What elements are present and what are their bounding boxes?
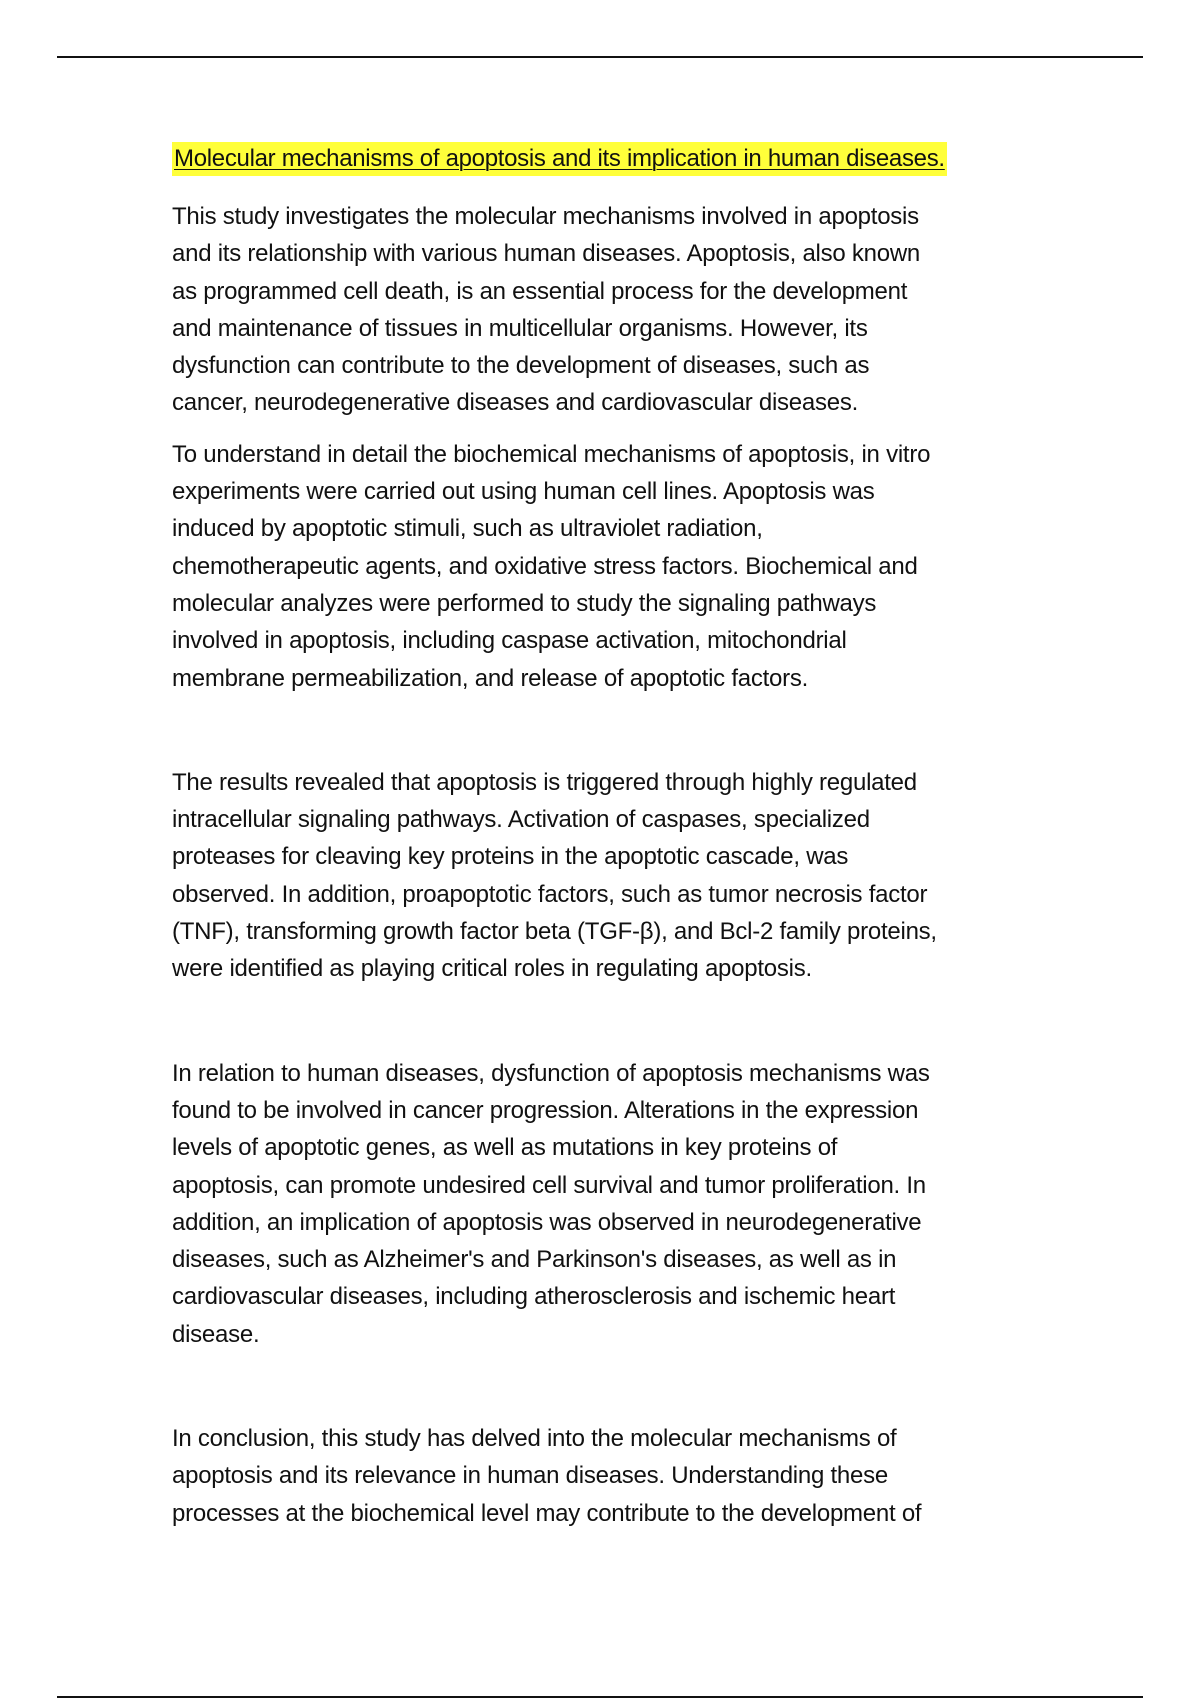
paragraph-line: and its relationship with various human diseases. Apoptosis, also known	[172, 240, 921, 268]
paragraph-line: found to be involved in cancer progression. Alterations in the expression	[172, 1096, 919, 1124]
paragraph-line: To understand in detail the biochemical mechanisms of apoptosis, in vitro	[172, 440, 931, 468]
document-body	[172, 142, 1042, 1532]
title-wrapper	[172, 142, 1042, 178]
paragraph-line: disease.	[172, 1320, 260, 1348]
paragraph-diseases	[172, 1055, 1042, 1353]
paragraph-line: and maintenance of tissues in multicellular organisms. However, its	[172, 314, 868, 342]
paragraph-line: observed. In addition, proapoptotic factors, such as tumor necrosis factor	[172, 880, 928, 908]
paragraph-line: dysfunction can contribute to the development of diseases, such as	[172, 352, 870, 380]
paragraph-intro	[172, 198, 1042, 422]
paragraph-line: membrane permeabilization, and release of apoptotic factors.	[172, 664, 809, 692]
paragraph-methods	[172, 436, 1042, 697]
paragraph-line: The results revealed that apoptosis is triggered through highly regulated	[172, 768, 917, 796]
paragraph-line: proteases for cleaving key proteins in the apoptotic cascade, was	[172, 843, 849, 871]
paragraph-line: (TNF), transforming growth factor beta (TGF-β), and Bcl-2 family proteins,	[172, 918, 937, 946]
paragraph-line: apoptosis, can promote undesired cell survival and tumor proliferation. In	[172, 1171, 926, 1199]
paragraph-line: as programmed cell death, is an essential process for the development	[172, 277, 908, 305]
paragraph-line: molecular analyzes were performed to study the signaling pathways	[172, 589, 877, 617]
paragraph-line: addition, an implication of apoptosis was observed in neurodegenerative	[172, 1208, 922, 1236]
paragraph-line: intracellular signaling pathways. Activation of caspases, specialized	[172, 806, 870, 834]
paragraph-line: In relation to human diseases, dysfunction of apoptosis mechanisms was	[172, 1059, 930, 1087]
paragraph-line: In conclusion, this study has delved into the molecular mechanisms of	[172, 1425, 897, 1453]
paragraph-line: This study investigates the molecular mechanisms involved in apoptosis	[172, 203, 919, 230]
paragraph-line: cardiovascular diseases, including atherosclerosis and ischemic heart	[172, 1283, 896, 1311]
paragraph-line: diseases, such as Alzheimer's and Parkinson's diseases, as well as in	[172, 1246, 897, 1274]
paragraph-line: involved in apoptosis, including caspase activation, mitochondrial	[172, 627, 847, 655]
paragraph-line: levels of apoptotic genes, as well as mutations in key proteins of	[172, 1134, 838, 1162]
top-divider	[57, 56, 1143, 58]
bottom-divider	[57, 1696, 1143, 1698]
document-title: Molecular mechanisms of apoptosis and its implication in human diseases.	[172, 142, 947, 176]
paragraph-line: were identified as playing critical roles in regulating apoptosis.	[172, 955, 812, 983]
paragraph-results	[172, 764, 1042, 988]
paragraph-line: chemotherapeutic agents, and oxidative stress factors. Biochemical and	[172, 552, 918, 580]
paragraph-line: experiments were carried out using human cell lines. Apoptosis was	[172, 478, 875, 506]
paragraph-line: cancer, neurodegenerative diseases and cardiovascular diseases.	[172, 389, 859, 417]
paragraph-line: induced by apoptotic stimuli, such as ultraviolet radiation,	[172, 515, 763, 543]
paragraph-line: processes at the biochemical level may contribute to the development of	[172, 1499, 922, 1527]
paragraph-conclusion	[172, 1420, 1042, 1532]
paragraph-line: apoptosis and its relevance in human diseases. Understanding these	[172, 1462, 888, 1490]
